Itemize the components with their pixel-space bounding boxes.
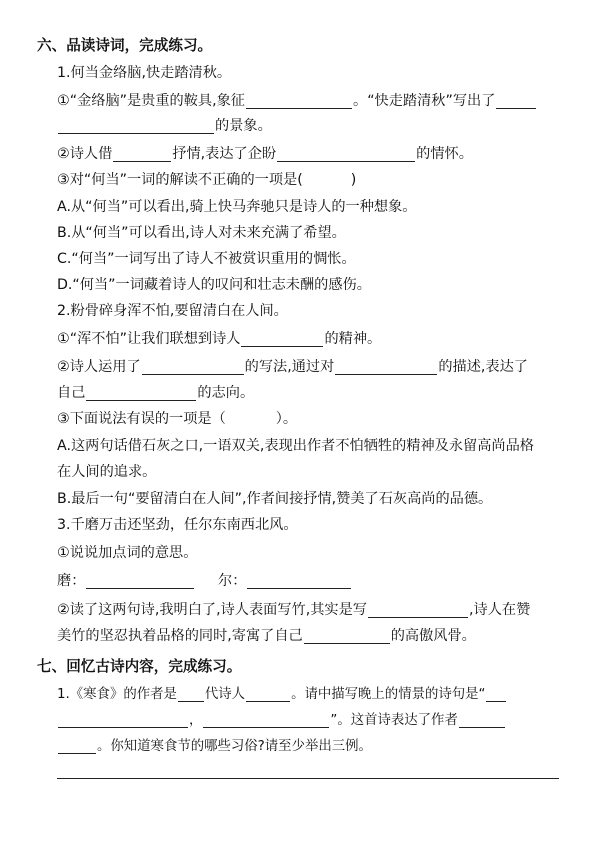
answer-blank[interactable] [58,711,188,728]
answer-blank[interactable] [277,145,415,162]
answer-blank[interactable] [86,572,194,589]
q2-option-a-line1: A.这两句话借石灰之口,一语双关,表现出作者不怕牺牲的精神及永留高尚品格 [57,438,534,454]
q1-option-b: B.从“何当”可以看出,诗人对未来充满了希望。 [57,225,346,241]
q1-stem: 1.何当金络脑,快走踏清秋。 [57,65,232,81]
q1-option-d: D.“何当”一词藏着诗人的叹问和壮志未酬的感伤。 [57,277,371,293]
q1-option-c: C.“何当”一词写出了诗人不被赏识重用的惆怅。 [57,251,356,267]
q2-option-b: B.最后一句“要留清白在人间”,作者间接抒情,赞美了石灰高尚的品德。 [57,491,493,507]
answer-blank[interactable] [142,358,244,375]
q1-sub1-line2: 的景象。 [0,113,595,139]
answer-blank[interactable] [368,601,468,618]
q3-sub2-line2: 美竹的坚忍执着品格的同时,寄寓了自己 的高傲风骨。 [57,628,476,644]
q2-stem: 2.粉骨碎身浑不怕,要留清白在人间。 [57,303,288,319]
answer-blank[interactable] [86,384,196,401]
answer-blank[interactable] [178,685,204,702]
answer-blank[interactable] [496,92,536,109]
answer-blank[interactable] [246,685,290,702]
answer-blank[interactable] [113,145,171,162]
q3-stem: 3.千磨万击还坚劲，任尔东南西北风。 [57,517,298,533]
q2-sub2-line1: ②诗人运用了 的写法,通过对 的描述,表达了 [57,359,528,375]
q1-sub2: ②诗人借 抒情,表达了企盼 的情怀。 [57,146,473,162]
q1-sub1-line1: ①“金络脑”是贵重的鞍具,象征 。“快走踏清秋”写出了 [0,88,595,114]
answer-blank[interactable] [459,711,505,728]
q2-option-a-line2: 在人间的追求。 [57,464,157,480]
s7-q1-line2: ， ”。这首诗表达了作者 [0,708,595,734]
q1-sub3: ③对“何当”一词的解读不正确的一项是( ) [57,172,357,188]
answer-blank[interactable] [203,711,329,728]
q2-sub3: ③下面说法有误的一项是（ ）。 [57,411,298,427]
q3-sub2-line1: ②读了这两句诗,我明白了,诗人表面写竹,其实是写 ,诗人在赞 [57,602,531,618]
q3-sub1: ①说说加点词的意思。 [57,545,198,561]
answer-blank[interactable] [58,737,96,754]
answer-line-full[interactable] [57,778,559,779]
q1-option-a: A.从“何当”可以看出,骑上快马奔驰只是诗人的一种想象。 [57,199,417,215]
section-seven-title: 七、回忆古诗内容，完成练习。 [37,658,242,675]
q2-sub1: ①“浑不怕”让我们联想到诗人 的精神。 [57,331,382,347]
answer-blank[interactable] [486,685,506,702]
answer-blank[interactable] [335,358,437,375]
s7-q1-line1: 1.《寒食》的作者是 代诗人 。请中描写晚上的情景的诗句是“ [0,682,595,708]
answer-blank[interactable] [247,572,351,589]
section-six-title: 六、品读诗词，完成练习。 [37,37,213,54]
s7-q1-line3: 。你知道寒食节的哪些习俗?请至少举出三例。 [0,734,595,760]
q3-word-meanings: 磨： 尔： [0,568,595,594]
answer-blank[interactable] [58,117,214,134]
answer-blank[interactable] [241,330,323,347]
answer-blank[interactable] [246,92,352,109]
q2-sub2-line2: 自己 的志向。 [57,385,255,401]
answer-blank[interactable] [304,627,390,644]
